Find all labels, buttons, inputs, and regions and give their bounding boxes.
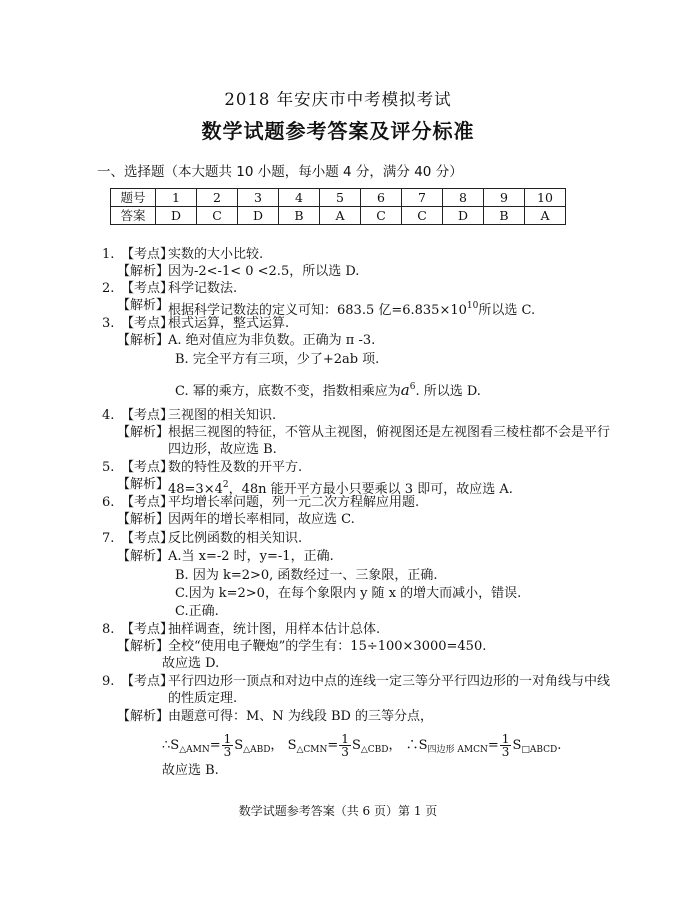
jiexi-tag: 【解析】 <box>117 425 170 440</box>
kaodian-tag: 【考点】 <box>121 460 174 475</box>
table-cell: C <box>197 207 238 225</box>
section-heading: 一、选择题（本大题共 10 小题，每小题 4 分，满分 40 分） <box>97 164 463 180</box>
jiexi-text-main: 48=3×4 <box>168 482 223 497</box>
table-cell: A <box>320 207 361 225</box>
jiexi-text: 全校“使用电子鞭炮”的学生有：15÷100×3000=450. <box>168 639 487 654</box>
jiexi-tag: 【解析】 <box>117 264 170 279</box>
jiexi-tag: 【解析】 <box>117 549 170 564</box>
table-row-answers <box>111 207 566 225</box>
question-number: 2. <box>102 281 115 296</box>
table-cell: 1 <box>156 189 197 207</box>
area-symbol: S <box>351 738 361 753</box>
jiexi-tag: 【解析】 <box>117 477 170 492</box>
subscript: 四边形 AMCN <box>427 745 488 755</box>
denominator: 3 <box>501 745 510 759</box>
kaodian-tag: 【考点】 <box>121 281 174 296</box>
jiexi-text: 因两年的增长率相同，故应选 C. <box>168 512 355 527</box>
kaodian-text: 抽样调查，统计图，用样本估计总体. <box>168 622 381 637</box>
power-base: a <box>400 381 410 399</box>
subscript: △ABD <box>243 745 271 755</box>
question-number: 9. <box>102 674 115 689</box>
option-b-text: B. 完全平方有三项，少了+2ab 项. <box>175 352 380 367</box>
table-cell: D <box>443 207 484 225</box>
jiexi-text: 四边形，故应选 B. <box>168 442 277 457</box>
kaodian-text: 科学记数法. <box>168 281 238 296</box>
table-cell: 9 <box>484 189 525 207</box>
table-cell: 2 <box>197 189 238 207</box>
table-cell: C <box>402 207 443 225</box>
subscript: △AMN <box>179 745 210 755</box>
kaodian-tag: 【考点】 <box>121 316 174 331</box>
table-cell: C <box>361 207 402 225</box>
question-number: 1. <box>102 247 115 262</box>
kaodian-text: 根式运算，整式运算. <box>168 316 290 331</box>
jiexi-tag: 【解析】 <box>117 298 170 313</box>
exponent: 10 <box>466 301 479 311</box>
equals-sign: = <box>487 738 499 753</box>
kaodian-text: 平行四边形一顶点和对边中点的连线一定三等分平行四边形的一对角线与中线 <box>168 674 611 689</box>
table-cell: A <box>525 207 566 225</box>
jiexi-tag: 【解析】 <box>117 639 170 654</box>
jiexi-text: 因为-2<-1< 0 <2.5，所以选 D. <box>168 264 360 279</box>
jiexi-tag: 【解析】 <box>117 709 170 724</box>
table-cell: 6 <box>361 189 402 207</box>
therefore-symbol: ∴S <box>162 738 180 753</box>
question-number: 5. <box>102 460 115 475</box>
jiexi-tag: 【解析】 <box>117 333 170 348</box>
kaodian-tag: 【考点】 <box>121 622 174 637</box>
kaodian-tag: 【考点】 <box>121 495 174 510</box>
jiexi-text-end: ，48n 能开平方最小只要乘以 3 即可，故应选 A. <box>228 482 513 497</box>
equals-sign: = <box>209 738 221 753</box>
option-c-text: C.因为 k=2>0，在每个象限内 y 随 x 的增大而减小，错误. <box>175 586 522 601</box>
question-number: 7. <box>102 531 115 546</box>
jiexi-conclusion: 故应选 B. <box>162 763 219 778</box>
comma: ， <box>388 738 402 753</box>
kaodian-tag: 【考点】 <box>121 408 174 423</box>
kaodian-text: 平均增长率问题，列一元二次方程解应用题. <box>168 495 420 510</box>
table-cell: 10 <box>525 189 566 207</box>
kaodian-text: 实数的大小比较. <box>168 247 264 262</box>
subscript: △CBD <box>360 745 389 755</box>
kaodian-text: 三视图的相关知识. <box>168 408 277 423</box>
table-cell: 3 <box>238 189 279 207</box>
table-cell: 4 <box>279 189 320 207</box>
option-a-text: A. 绝对值应为非负数。正确为 π -3. <box>168 333 376 348</box>
table-cell: 8 <box>443 189 484 207</box>
numerator: 1 <box>501 732 510 746</box>
period: . <box>557 738 562 753</box>
jiexi-conclusion: 故应选 D. <box>162 656 220 671</box>
equals-sign: = <box>327 738 339 753</box>
table-row-numbers <box>111 189 566 207</box>
area-symbol: S <box>234 738 244 753</box>
therefore-symbol: ∴S <box>405 738 428 753</box>
option-d-text: C.正确. <box>175 604 219 619</box>
jiexi-text-end: 所以选 C. <box>478 303 536 318</box>
exponent: 2 <box>222 480 229 490</box>
option-a-text: A.当 x=-2 时，y=-1，正确. <box>168 549 334 564</box>
answer-table <box>110 188 566 225</box>
option-c-end: . 所以选 D. <box>415 384 481 399</box>
kaodian-tag: 【考点】 <box>121 247 174 262</box>
table-cell: B <box>484 207 525 225</box>
jiexi-text: 根据三视图的特征，不管从主视图，俯视图还是左视图看三棱柱都不会是平行 <box>168 425 611 440</box>
exponent: 6 <box>409 382 416 392</box>
numerator: 1 <box>341 732 349 746</box>
table-cell: B <box>279 207 320 225</box>
jiexi-text: 由题意可得：M、N 为线段 BD 的三等分点， <box>168 709 434 724</box>
page-footer: 数学试题参考答案（共 6 页）第 1 页 <box>238 804 438 818</box>
kaodian-text: 的性质定理. <box>168 691 238 706</box>
comma: ， <box>270 738 284 753</box>
question-number: 4. <box>102 408 115 423</box>
table-cell: D <box>156 207 197 225</box>
jiexi-text-main: 根据科学记数法的定义可知：683.5 亿=6.835×10 <box>168 303 467 318</box>
table-cell: D <box>238 207 279 225</box>
fraction <box>500 733 512 758</box>
kaodian-text: 数的特性及数的开平方. <box>168 460 303 475</box>
fraction <box>339 733 351 758</box>
question-number: 6. <box>102 495 115 510</box>
option-c-text <box>175 378 481 401</box>
fraction <box>222 733 234 758</box>
subscript: △CMN <box>296 745 328 755</box>
question-number: 8. <box>102 622 115 637</box>
table-cell: 5 <box>320 189 361 207</box>
kaodian-text: 反比例函数的相关知识. <box>168 531 303 546</box>
denominator: 3 <box>223 745 232 759</box>
subscript: □ABCD <box>521 745 558 755</box>
table-header-cell: 答案 <box>111 207 156 225</box>
numerator: 1 <box>223 732 232 746</box>
document-title: 数学试题参考答案及评分标准 <box>201 119 475 143</box>
table-cell: 7 <box>402 189 443 207</box>
area-ratio-formula <box>162 733 561 759</box>
question-number: 3. <box>102 316 115 331</box>
table-header-cell: 题号 <box>111 189 156 207</box>
kaodian-tag: 【考点】 <box>121 674 174 689</box>
area-symbol: S <box>287 738 297 753</box>
option-c-main: C. 幂的乘方，底数不变，指数相乘应为 <box>175 384 401 399</box>
kaodian-tag: 【考点】 <box>121 531 174 546</box>
exam-title: 2018 年安庆市中考模拟考试 <box>224 90 452 109</box>
jiexi-tag: 【解析】 <box>117 512 170 527</box>
option-b-text: B. 因为 k=2>0, 函数经过一、三象限，正确. <box>175 568 438 583</box>
denominator: 3 <box>341 745 349 759</box>
area-symbol: S <box>512 738 522 753</box>
